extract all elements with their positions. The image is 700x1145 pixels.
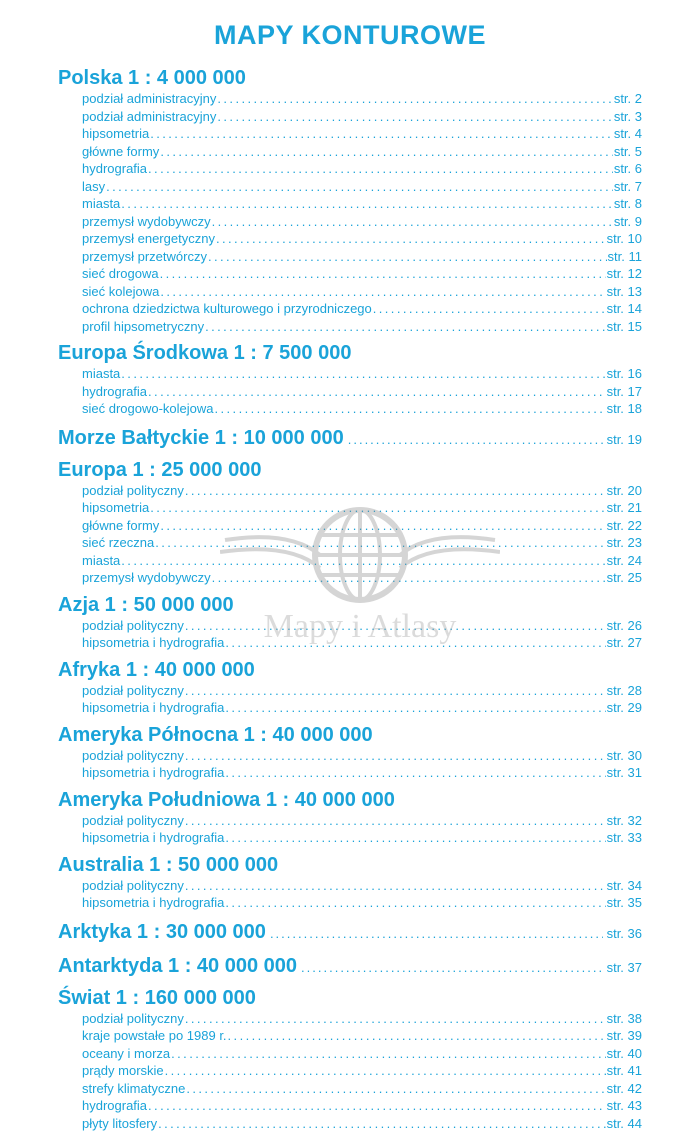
dot-leader — [150, 499, 605, 517]
entry-label: kraje powstałe po 1989 r. — [82, 1028, 227, 1043]
entry-label: strefy klimatyczne — [82, 1080, 186, 1096]
dot-leader — [150, 125, 613, 143]
toc-entry — [58, 747, 642, 765]
section-heading: Azja 1 : 50 000 000 — [58, 593, 234, 616]
page-number: str. 35 — [606, 895, 642, 910]
page-number: str. 34 — [606, 877, 642, 893]
entry-label: podział polityczny — [82, 482, 184, 498]
section-heading: Australia 1 : 50 000 000 — [58, 853, 279, 876]
toc-section — [58, 847, 642, 912]
toc-entry — [58, 634, 642, 652]
page-number: str. 28 — [606, 682, 642, 698]
toc-entry — [58, 682, 642, 700]
dot-leader — [148, 160, 613, 178]
entry-label: hipsometria i hydrografia — [82, 895, 225, 910]
page-number: str. 26 — [606, 617, 642, 633]
entry-label: lasy — [82, 178, 106, 194]
dot-leader — [205, 318, 605, 336]
entry-label: przemysł energetyczny — [82, 231, 215, 246]
toc-section — [58, 912, 642, 946]
entry-label: hipsometria — [82, 126, 150, 141]
dot-leader — [160, 265, 606, 283]
dot-leader — [185, 877, 606, 895]
section-heading-text: Antarktyda 1 : 40 000 000 — [58, 954, 298, 977]
dot-leader — [160, 143, 613, 161]
section-heading: Afryka 1 : 40 000 000 — [58, 658, 255, 681]
toc-section — [58, 335, 642, 418]
toc-entry — [58, 499, 642, 517]
page-number: str. 23 — [606, 535, 642, 550]
page-number: str. 18 — [606, 401, 642, 416]
page-number: str. 17 — [606, 383, 642, 399]
page-number: str. 42 — [606, 1080, 642, 1096]
entry-label: sieć drogowa — [82, 266, 159, 281]
entry-label: podział polityczny — [82, 877, 184, 893]
entry-label: hipsometria i hydrografia — [82, 830, 225, 845]
page-number: str. 15 — [606, 318, 642, 334]
toc-entry — [58, 143, 642, 161]
dot-leader — [215, 400, 606, 418]
toc-entry — [58, 894, 642, 912]
dot-leader — [165, 1062, 606, 1080]
entry-label: główne formy — [82, 517, 160, 533]
dot-leader — [185, 1010, 606, 1028]
page-number: str. 31 — [606, 765, 642, 780]
toc-section — [58, 66, 642, 335]
toc-entry — [58, 552, 642, 570]
section-heading: Ameryka Południowa 1 : 40 000 000 — [58, 788, 395, 811]
entry-label: przemysł wydobywczy — [82, 570, 211, 585]
dot-leader — [208, 248, 607, 266]
toc-entry — [58, 400, 642, 418]
toc-entry — [58, 213, 642, 231]
page-number: str. 22 — [606, 517, 642, 533]
entry-label: oceany i morza — [82, 1045, 171, 1061]
section-heading: Świat 1 : 160 000 000 — [58, 986, 256, 1009]
page-number: str. 44 — [606, 1115, 642, 1131]
page-number: str. 37 — [606, 959, 642, 975]
toc-entry — [58, 1010, 642, 1028]
entry-label: hydrografia — [82, 383, 148, 399]
entry-label: prądy morskie — [82, 1063, 164, 1078]
toc-entry — [58, 108, 642, 126]
dot-leader — [185, 482, 606, 500]
page-number: str. 8 — [613, 196, 642, 211]
dot-leader — [212, 213, 613, 231]
entry-label: sieć drogowo-kolejowa — [82, 401, 214, 416]
page-number: str. 11 — [607, 248, 642, 264]
toc-entry — [58, 1045, 642, 1063]
toc-entry — [58, 318, 642, 336]
dot-leader — [155, 534, 605, 552]
entry-label: podział polityczny — [82, 812, 184, 828]
page-number: str. 6 — [613, 161, 642, 176]
entry-label: hydrografia — [82, 161, 148, 176]
toc-entry — [58, 1080, 642, 1098]
page-number: str. 41 — [606, 1063, 642, 1078]
dot-leader — [186, 1080, 605, 1098]
dot-leader — [158, 1115, 605, 1133]
dot-leader — [160, 283, 605, 301]
dot-leader — [148, 383, 606, 401]
toc-entry — [58, 569, 642, 587]
dot-leader — [225, 699, 605, 717]
section-heading: Polska 1 : 4 000 000 — [58, 67, 246, 89]
page-number: str. 2 — [613, 91, 642, 106]
toc-section — [58, 452, 642, 587]
entry-label: miasta — [82, 552, 121, 568]
page-number: str. 9 — [613, 213, 642, 229]
page-number: str. 43 — [606, 1098, 642, 1113]
section-heading: Ameryka Północna 1 : 40 000 000 — [58, 723, 373, 746]
entry-label: sieć rzeczna — [82, 535, 155, 550]
toc-section — [58, 587, 642, 652]
toc-entry — [58, 812, 642, 830]
dot-leader — [185, 812, 606, 830]
toc-entry — [58, 300, 642, 318]
entry-label: hipsometria i hydrografia — [82, 635, 225, 650]
page-number: str. 33 — [606, 830, 642, 845]
dot-leader — [121, 552, 605, 570]
entry-label: przemysł wydobywczy — [82, 213, 211, 229]
toc-entry — [58, 283, 642, 301]
dot-leader — [185, 747, 606, 765]
dot-leader — [106, 178, 613, 196]
section-heading: Europa 1 : 25 000 000 — [58, 458, 262, 481]
dot-leader — [225, 634, 605, 652]
page-number: str. 40 — [606, 1045, 642, 1061]
entry-label: główne formy — [82, 143, 160, 159]
toc-entry — [58, 125, 642, 143]
dot-leader — [148, 1097, 606, 1115]
toc-section — [58, 980, 642, 1133]
page-number: str. 25 — [606, 570, 642, 585]
page-number: str. 27 — [606, 635, 642, 650]
entry-label: miasta — [82, 196, 121, 211]
entry-label: ochrona dziedzictwa kulturowego i przyrodniczego — [82, 301, 372, 316]
entry-label: podział polityczny — [82, 747, 184, 763]
page-number: str. 38 — [606, 1010, 642, 1026]
watermark-text: Mapy i Atlasy — [263, 608, 457, 645]
entry-label: miasta — [82, 366, 121, 381]
dot-leader — [270, 920, 603, 948]
page-number: str. 20 — [606, 482, 642, 498]
dot-leader — [228, 1027, 606, 1045]
table-of-contents — [58, 64, 642, 1132]
page-number: str. 4 — [613, 126, 642, 141]
toc-entry — [58, 178, 642, 196]
entry-label: profil hipsometryczny — [82, 318, 205, 334]
toc-entry — [58, 517, 642, 535]
section-heading-text: Arktyka 1 : 30 000 000 — [58, 920, 266, 943]
toc-entry — [58, 160, 642, 178]
entry-label: płyty litosfery — [82, 1115, 158, 1131]
page-number: str. 13 — [606, 283, 642, 299]
toc-entry — [58, 1115, 642, 1133]
dot-leader — [212, 569, 606, 587]
toc-entry — [58, 617, 642, 635]
page-title: MAPY KONTUROWE — [213, 20, 486, 50]
dot-leader — [160, 517, 605, 535]
toc-section — [58, 946, 642, 980]
dot-leader — [185, 617, 606, 635]
dot-leader — [216, 230, 606, 248]
section-heading — [58, 952, 642, 980]
dot-leader — [121, 365, 605, 383]
page-number: str. 16 — [606, 366, 642, 381]
entry-label: hipsometria i hydrografia — [82, 765, 225, 780]
toc-entry — [58, 1097, 642, 1115]
toc-entry — [58, 90, 642, 108]
page-number: str. 30 — [606, 747, 642, 763]
toc-entry — [58, 877, 642, 895]
section-heading — [58, 918, 642, 946]
dot-leader — [301, 954, 603, 982]
section-heading — [58, 424, 642, 452]
page-number: str. 5 — [613, 143, 642, 159]
dot-leader — [171, 1045, 605, 1063]
toc-entry — [58, 1062, 642, 1080]
toc-entry — [58, 365, 642, 383]
page-number: str. 12 — [606, 266, 642, 281]
page-number: str. 36 — [606, 925, 642, 941]
toc-entry — [58, 829, 642, 847]
entry-label: hipsometria i hydrografia — [82, 700, 225, 715]
entry-label: podział polityczny — [82, 617, 184, 633]
toc-entry — [58, 230, 642, 248]
dot-leader — [225, 764, 605, 782]
toc-entry — [58, 764, 642, 782]
toc-entry — [58, 699, 642, 717]
dot-leader — [348, 426, 603, 454]
toc-entry — [58, 482, 642, 500]
dot-leader — [225, 894, 605, 912]
page-number: str. 7 — [613, 178, 642, 194]
page-number: str. 10 — [606, 231, 642, 246]
dot-leader — [121, 195, 613, 213]
dot-leader — [225, 829, 605, 847]
entry-label: podział administracyjny — [82, 91, 217, 106]
page-number: str. 19 — [606, 431, 642, 447]
entry-label: przemysł przetwórczy — [82, 248, 207, 264]
toc-section — [58, 418, 642, 452]
dot-leader — [185, 682, 606, 700]
entry-label: hipsometria — [82, 500, 150, 515]
section-heading-text: Morze Bałtyckie 1 : 10 000 000 — [58, 426, 344, 449]
toc-entry — [58, 1027, 642, 1045]
page-number: str. 32 — [606, 812, 642, 828]
page-number: str. 39 — [606, 1028, 642, 1043]
toc-entry — [58, 248, 642, 266]
page-number: str. 29 — [606, 700, 642, 715]
page-number: str. 14 — [606, 301, 642, 316]
entry-label: podział polityczny — [82, 682, 184, 698]
toc-entry — [58, 534, 642, 552]
toc-section — [58, 782, 642, 847]
page-number: str. 3 — [613, 108, 642, 124]
toc-entry — [58, 383, 642, 401]
page-number: str. 21 — [606, 500, 642, 515]
entry-label: podział polityczny — [82, 1010, 184, 1026]
dot-leader — [217, 108, 612, 126]
toc-entry — [58, 195, 642, 213]
entry-label: podział administracyjny — [82, 108, 217, 124]
entry-label: hydrografia — [82, 1098, 148, 1113]
section-heading: Europa Środkowa 1 : 7 500 000 — [58, 342, 352, 364]
dot-leader — [373, 300, 606, 318]
dot-leader — [217, 90, 612, 108]
toc-entry — [58, 265, 642, 283]
toc-section — [58, 652, 642, 717]
toc-section — [58, 717, 642, 782]
page-number: str. 24 — [606, 552, 642, 568]
entry-label: sieć kolejowa — [82, 283, 160, 299]
